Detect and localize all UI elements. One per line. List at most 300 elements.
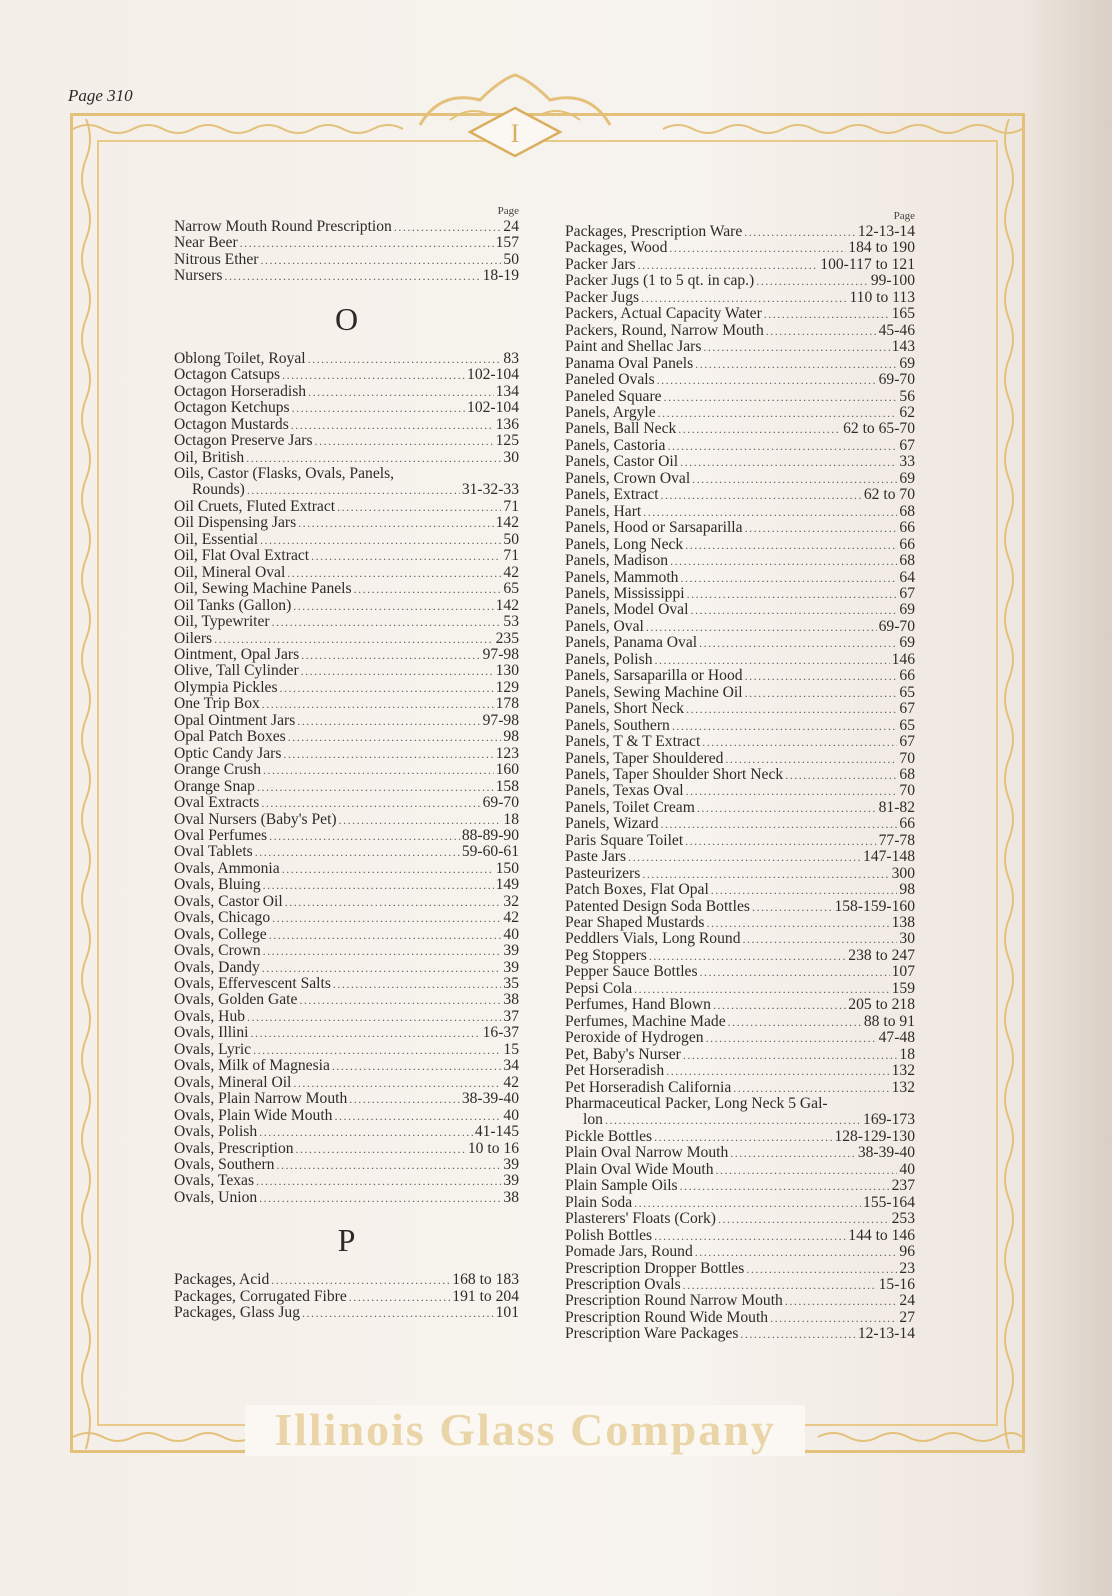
entry-name: Oil Dispensing Jars xyxy=(174,514,297,532)
entry-page: 150 xyxy=(495,859,519,877)
leader-dots xyxy=(255,844,460,860)
index-entry xyxy=(565,1047,915,1063)
entry-page: 98 xyxy=(503,728,519,746)
leader-dots xyxy=(263,762,494,778)
index-entry xyxy=(174,927,519,943)
index-entry xyxy=(174,1009,519,1025)
entry-page: 129 xyxy=(495,678,519,696)
entry-name: Prescription Ware Packages xyxy=(565,1325,739,1343)
leader-dots xyxy=(649,948,846,964)
entry-page: 132 xyxy=(891,1062,915,1080)
index-entry xyxy=(174,1190,519,1206)
entry-page: 155-164 xyxy=(863,1193,915,1211)
index-entry xyxy=(565,800,915,816)
entry-page: 99-100 xyxy=(870,272,915,290)
index-entry xyxy=(565,1195,915,1211)
entry-name: Opal Ointment Jars xyxy=(174,711,296,729)
index-entry xyxy=(174,433,519,449)
entry-name: Octagon Horseradish xyxy=(174,382,307,400)
leader-dots xyxy=(745,685,898,701)
entry-name: Ovals, Southern xyxy=(174,1156,275,1174)
index-entry xyxy=(174,861,519,877)
leader-dots xyxy=(315,433,494,449)
leader-dots xyxy=(301,647,480,663)
entry-name: Packages, Prescription Ware xyxy=(565,223,743,240)
entry-page: 62 to 70 xyxy=(863,486,915,504)
leader-dots xyxy=(271,1272,450,1288)
index-entry xyxy=(174,1289,519,1305)
index-entry xyxy=(565,602,915,618)
entry-name: Pear Shaped Mustards xyxy=(565,914,705,932)
leader-dots xyxy=(711,882,898,898)
index-entry xyxy=(565,866,915,882)
entry-name: Panels, Ball Neck xyxy=(565,420,677,438)
leader-dots xyxy=(272,910,501,926)
index-entry xyxy=(565,504,915,520)
leader-dots xyxy=(690,602,897,618)
entry-page: 18 xyxy=(503,810,519,828)
p-entries xyxy=(174,1272,519,1321)
leader-dots xyxy=(225,268,481,284)
entry-name: Panels, Mammoth xyxy=(565,568,679,586)
entry-name: Ovals, Chicago xyxy=(174,909,271,927)
crest-ornament xyxy=(410,70,620,158)
index-entry xyxy=(565,833,915,849)
entry-name: Olympia Pickles xyxy=(174,678,278,696)
leader-dots xyxy=(337,499,501,515)
entry-name: Ovals, Plain Wide Mouth xyxy=(174,1106,333,1124)
entry-page: 168 to 183 xyxy=(452,1271,519,1289)
index-entry xyxy=(174,1058,519,1074)
entry-name: Orange Crush xyxy=(174,761,262,779)
leader-dots xyxy=(685,537,897,553)
index-entry xyxy=(565,931,915,947)
entry-name: Ovals, Bluing xyxy=(174,876,261,894)
index-entry xyxy=(174,976,519,992)
leader-dots xyxy=(745,520,898,536)
entry-name: Panels, Castoria xyxy=(565,436,666,454)
leader-dots xyxy=(658,405,898,421)
entry-name: Paneled Square xyxy=(565,387,662,405)
entry-name: Prescription Round Narrow Mouth xyxy=(565,1292,783,1310)
leader-dots xyxy=(678,421,841,437)
entry-name: Panels, Mississippi xyxy=(565,584,685,602)
index-entry xyxy=(174,598,519,614)
entry-name: Panels, Oval xyxy=(565,617,644,635)
entry-name: Ovals, Texas xyxy=(174,1172,255,1190)
entry-name: Ovals, Crown xyxy=(174,942,261,960)
leader-dots xyxy=(634,1195,861,1211)
column-heading: Page xyxy=(893,210,915,222)
index-entry xyxy=(565,783,915,799)
leader-dots xyxy=(706,1030,877,1046)
index-entry xyxy=(565,899,915,915)
leader-dots xyxy=(302,1305,494,1321)
entry-name: Peroxide of Hydrogen xyxy=(565,1029,704,1047)
entry-page: 157 xyxy=(495,234,519,252)
leader-dots xyxy=(743,931,898,947)
index-entry xyxy=(565,372,915,388)
entry-page: 81-82 xyxy=(878,798,915,816)
entry-name: Panels, Castor Oil xyxy=(565,453,679,471)
index-entry xyxy=(174,680,519,696)
entry-name: Panels, Madison xyxy=(565,552,669,570)
leader-dots xyxy=(770,1310,897,1326)
index-entry xyxy=(565,1326,915,1342)
leader-dots xyxy=(261,795,480,811)
entry-page: 42 xyxy=(503,909,519,927)
leader-dots xyxy=(259,1190,501,1206)
entry-page: 88-89-90 xyxy=(461,826,519,844)
index-entry xyxy=(565,1096,915,1129)
right-column xyxy=(565,210,915,1343)
entry-page: 47-48 xyxy=(878,1029,915,1047)
leader-dots xyxy=(293,1075,501,1091)
index-entry xyxy=(174,1272,519,1288)
entry-page: 65 xyxy=(503,580,519,598)
entry-page: 39 xyxy=(503,1156,519,1174)
entry-page: 50 xyxy=(503,250,519,268)
leader-dots xyxy=(247,482,460,498)
leader-dots xyxy=(308,384,494,400)
entry-page: 300 xyxy=(891,864,915,882)
entry-name-cont: lon xyxy=(583,1111,603,1129)
index-entry xyxy=(174,729,519,745)
index-entry xyxy=(565,1030,915,1046)
index-entry xyxy=(565,1162,915,1178)
leader-dots xyxy=(296,1141,466,1157)
entry-page: 128-129-130 xyxy=(834,1127,915,1145)
index-entry xyxy=(565,685,915,701)
index-entry xyxy=(565,767,915,783)
leader-dots xyxy=(661,816,898,832)
entry-name: Prescription Round Wide Mouth xyxy=(565,1308,769,1326)
entry-name: Narrow Mouth Round Prescription xyxy=(174,218,392,235)
entry-page: 67 xyxy=(899,733,915,751)
index-entry xyxy=(565,882,915,898)
index-entry xyxy=(174,812,519,828)
entry-name: Packer Jugs (1 to 5 qt. in cap.) xyxy=(565,272,755,290)
leader-dots xyxy=(240,235,494,251)
leader-dots xyxy=(716,1162,898,1178)
leader-dots xyxy=(301,663,494,679)
entry-name: Paris Square Toilet xyxy=(565,831,684,849)
entry-page: 62 xyxy=(899,403,915,421)
index-entry xyxy=(565,1293,915,1309)
leader-dots xyxy=(263,877,494,893)
entry-name: Packages, Glass Jug xyxy=(174,1304,301,1322)
entry-name: Oil Tanks (Gallon) xyxy=(174,596,292,614)
index-entry xyxy=(565,421,915,437)
index-entry xyxy=(174,943,519,959)
footer-brand: Illinois Glass Company xyxy=(245,1405,805,1456)
entry-page: 130 xyxy=(495,662,519,680)
index-entry xyxy=(174,515,519,531)
leader-dots xyxy=(756,273,869,289)
leader-dots xyxy=(785,1293,898,1309)
entry-page: 169-173 xyxy=(863,1111,915,1129)
index-entry xyxy=(174,1305,519,1321)
leader-dots xyxy=(251,1025,481,1041)
entry-page: 96 xyxy=(899,1243,915,1261)
entry-page: 37 xyxy=(503,1007,519,1025)
leader-dots xyxy=(740,1326,855,1342)
index-entry xyxy=(565,849,915,865)
entry-name: Paste Jars xyxy=(565,848,627,866)
index-entry xyxy=(565,652,915,668)
index-entry xyxy=(565,487,915,503)
entry-name: Panels, Wizard xyxy=(565,815,659,833)
leader-dots xyxy=(683,1047,898,1063)
entry-page: 18 xyxy=(899,1045,915,1063)
entry-name: Plain Sample Oils xyxy=(565,1177,678,1195)
index-entry xyxy=(565,586,915,602)
leader-dots xyxy=(349,1091,460,1107)
leader-dots xyxy=(745,668,898,684)
n-entries xyxy=(174,219,519,285)
entry-page: 149 xyxy=(495,876,519,894)
entry-page: 69 xyxy=(899,469,915,487)
index-entry xyxy=(174,663,519,679)
entry-page: 70 xyxy=(899,782,915,800)
leader-dots xyxy=(667,438,897,454)
crest-letter: I xyxy=(510,119,520,148)
index-entry xyxy=(174,1042,519,1058)
leader-dots xyxy=(339,812,502,828)
index-entry xyxy=(174,795,519,811)
entry-name: Panels, Hart xyxy=(565,502,642,520)
index-entry xyxy=(174,614,519,630)
index-entry xyxy=(565,1261,915,1277)
index-entry xyxy=(174,894,519,910)
entry-name: Peg Stoppers xyxy=(565,946,647,964)
leader-dots xyxy=(263,943,502,959)
entry-name: Oil, Mineral Oval xyxy=(174,563,286,581)
entry-name: Octagon Preserve Jars xyxy=(174,432,313,450)
entry-page: 147-148 xyxy=(863,848,915,866)
entry-name: Ointment, Opal Jars xyxy=(174,645,300,663)
leader-dots xyxy=(276,1157,501,1173)
entry-page: 38 xyxy=(503,1188,519,1206)
entry-name: Packer Jugs xyxy=(565,288,640,306)
leader-dots xyxy=(695,1244,898,1260)
entry-name: Ovals, Milk of Magnesia xyxy=(174,1057,330,1075)
entry-page: 15-16 xyxy=(878,1276,915,1293)
leader-dots xyxy=(697,800,877,816)
entry-name: Oils, Castor (Flasks, Ovals, Panels, xyxy=(174,464,395,482)
entry-name: Ovals, Union xyxy=(174,1188,258,1206)
index-entry xyxy=(174,1173,519,1189)
leader-dots xyxy=(643,504,897,520)
index-entry xyxy=(565,389,915,405)
entry-name: Oil, Flat Oval Extract xyxy=(174,547,310,565)
right-vine-border xyxy=(999,119,1019,1449)
entry-page: 134 xyxy=(495,382,519,400)
leader-dots xyxy=(672,718,898,734)
entry-page: 77-78 xyxy=(878,831,915,849)
index-entry xyxy=(174,532,519,548)
entry-page: 110 to 113 xyxy=(849,288,915,306)
leader-dots xyxy=(655,652,890,668)
entry-page: 101 xyxy=(495,1304,519,1322)
entry-page: 123 xyxy=(495,744,519,762)
entry-name: Pet Horseradish xyxy=(565,1062,665,1080)
index-entry xyxy=(565,257,915,273)
index-entry xyxy=(565,668,915,684)
entry-page: 53 xyxy=(503,613,519,631)
leader-dots xyxy=(654,1228,846,1244)
entry-name: Ovals, Golden Gate xyxy=(174,991,298,1009)
index-entry xyxy=(174,1141,519,1157)
entry-page: 12-13-14 xyxy=(857,223,915,240)
index-entry xyxy=(565,734,915,750)
entry-page: 16-37 xyxy=(482,1024,519,1042)
entry-name: Nursers xyxy=(174,267,223,285)
entry-page: 159 xyxy=(891,979,915,997)
index-entry xyxy=(565,718,915,734)
entry-page: 125 xyxy=(495,432,519,450)
index-entry xyxy=(565,240,915,256)
entry-page: 18-19 xyxy=(482,267,519,285)
leader-dots xyxy=(746,1261,897,1277)
index-entry xyxy=(565,981,915,997)
entry-page: 30 xyxy=(503,448,519,466)
entry-name: Oil, Essential xyxy=(174,530,259,548)
index-entry xyxy=(565,438,915,454)
entry-page: 69-70 xyxy=(878,617,915,635)
index-entry xyxy=(174,779,519,795)
entry-page: 142 xyxy=(495,596,519,614)
leader-dots xyxy=(272,614,502,630)
leader-dots xyxy=(725,751,897,767)
entry-page: 102-104 xyxy=(467,366,519,384)
index-entry xyxy=(565,997,915,1013)
index-entry xyxy=(174,466,519,499)
leader-dots xyxy=(285,894,502,910)
entry-page: 97-98 xyxy=(482,645,519,663)
entry-page: 142 xyxy=(495,514,519,532)
index-entry xyxy=(565,1063,915,1079)
leader-dots xyxy=(214,631,494,647)
entry-page: 69 xyxy=(899,354,915,372)
leader-dots xyxy=(664,389,898,405)
leader-dots xyxy=(766,323,877,339)
entry-page: 146 xyxy=(891,650,915,668)
entry-name: Ovals, Ammonia xyxy=(174,859,280,877)
leader-dots xyxy=(269,828,460,844)
entry-name: Pickle Bottles xyxy=(565,1127,653,1145)
index-entry xyxy=(565,1211,915,1227)
index-entry xyxy=(174,450,519,466)
leader-dots xyxy=(683,1277,877,1293)
leader-dots xyxy=(703,339,889,355)
entry-page: 10 to 16 xyxy=(467,1139,519,1157)
entry-name: Peddlers Vials, Long Round xyxy=(565,930,741,948)
entry-name: Oil, Sewing Machine Panels xyxy=(174,580,352,598)
leader-dots xyxy=(291,417,494,433)
index-entry xyxy=(565,1080,915,1096)
leader-dots xyxy=(744,224,856,240)
entry-page: 62 to 65-70 xyxy=(843,420,915,438)
entry-page: 160 xyxy=(495,761,519,779)
entry-page: 59-60-61 xyxy=(461,843,519,861)
entry-page: 165 xyxy=(891,305,915,323)
entry-page: 45-46 xyxy=(878,321,915,339)
entry-name: Paint and Shellac Jars xyxy=(565,338,702,356)
index-entry xyxy=(565,751,915,767)
index-entry xyxy=(565,323,915,339)
index-entry xyxy=(565,405,915,421)
leader-dots xyxy=(334,1108,501,1124)
entry-name: Packages, Acid xyxy=(174,1271,270,1289)
entry-name: Olive, Tall Cylinder xyxy=(174,662,299,680)
leader-dots xyxy=(259,1124,473,1140)
entry-page: 184 to 190 xyxy=(848,239,915,257)
entry-page: 15 xyxy=(503,1040,519,1058)
leader-dots xyxy=(718,1211,890,1227)
entry-page: 253 xyxy=(891,1210,915,1228)
entry-page: 33 xyxy=(899,453,915,471)
entry-name: Oil Cruets, Fluted Extract xyxy=(174,497,336,515)
index-entry xyxy=(174,417,519,433)
leader-dots xyxy=(669,240,846,256)
entry-name: Oval Extracts xyxy=(174,794,260,812)
index-entry xyxy=(174,1091,519,1107)
entry-page: 158 xyxy=(495,777,519,795)
leader-dots xyxy=(333,976,502,992)
entry-page: 69 xyxy=(899,634,915,652)
entry-name: Packages, Corrugated Fibre xyxy=(174,1287,347,1305)
leader-dots xyxy=(256,1173,501,1189)
entry-name: Octagon Catsups xyxy=(174,366,281,384)
entry-name: Ovals, Plain Narrow Mouth xyxy=(174,1090,348,1108)
entry-name: Oblong Toilet, Royal xyxy=(174,349,306,367)
entry-page: 50 xyxy=(503,530,519,548)
entry-page: 40 xyxy=(503,925,519,943)
leader-dots xyxy=(680,1178,890,1194)
leader-dots xyxy=(700,964,890,980)
left-vine-border xyxy=(76,119,96,1449)
entry-name: Orange Snap xyxy=(174,777,255,795)
index-entry xyxy=(174,960,519,976)
entry-name: Polish Bottles xyxy=(565,1226,653,1244)
entry-page: 67 xyxy=(899,700,915,718)
entry-page: 68 xyxy=(899,552,915,570)
leader-dots xyxy=(332,1058,501,1074)
entry-name: Pepsi Cola xyxy=(565,979,633,997)
index-entry xyxy=(174,910,519,926)
entry-name-cont: Rounds) xyxy=(192,481,245,499)
entry-page: 30 xyxy=(899,930,915,948)
leader-dots xyxy=(253,1042,501,1058)
entry-name: Panels, Extract xyxy=(565,486,659,504)
index-entry xyxy=(174,384,519,400)
leader-dots xyxy=(349,1289,451,1305)
entry-page: 69-70 xyxy=(482,794,519,812)
entry-name: Ovals, Prescription xyxy=(174,1139,294,1157)
leader-dots xyxy=(292,400,465,416)
entry-page: 42 xyxy=(503,563,519,581)
entry-name: Oil, British xyxy=(174,448,245,466)
entry-page: 68 xyxy=(899,502,915,520)
entry-page: 65 xyxy=(899,716,915,734)
leader-dots xyxy=(686,783,898,799)
leader-dots xyxy=(685,833,876,849)
leader-dots xyxy=(283,746,493,762)
entry-page: 39 xyxy=(503,942,519,960)
entry-page: 70 xyxy=(899,749,915,767)
entry-name: Ovals, Polish xyxy=(174,1123,258,1141)
